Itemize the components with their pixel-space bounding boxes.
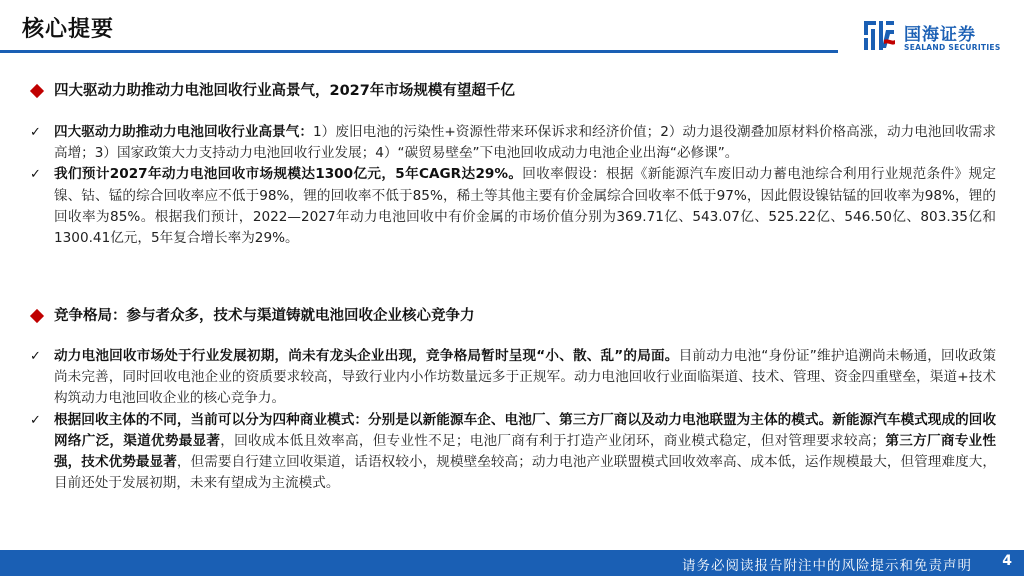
page-title: 核心提要 [22,17,115,42]
list-item [28,410,996,495]
section-1-heading [28,80,996,102]
checkmark-icon: ✓ [30,349,41,364]
item-mid-bold: 第三方厂商专业性强，技术优势最显著 [54,432,997,471]
checkmark-icon: ✓ [30,125,41,140]
item-lead: 根据回收主体的不同，当前可以分为四种商业模式：分别是以新能源车企、电池厂、第三方厂商以及动力电池联盟为主体的模式。新能源汽车模式现成的回收网络广泛，渠道优势最显著 [54,411,996,449]
item-lead: 四大驱动力助推动力电池回收行业高景气： [54,124,313,140]
company-logo [862,18,1012,58]
diamond-bullet-icon [30,84,44,98]
title-rule [0,50,838,53]
header [0,0,1024,56]
section-2-items [28,346,996,494]
section-1-items [28,122,996,249]
checkmark-icon: ✓ [30,167,41,183]
item-text: ，但需要自行建立回收渠道，话语权较小，规模壁垒较高；动力电池产业联盟模式回收效率高、成本低，运作规模最大，但管理难度大，目前还处于发展初期，未来有望成为主流模式。 [54,454,997,492]
item-text: 回收率假设：根据《新能源汽车废旧动力蓄电池综合利用行业规范条件》规定镍、钴、锰的综合回收率应不低于98%，锂的回收率不低于85%，稀土等其他主要有价金属综合回收率不低于97%，因此假设镍钴锰的回收率为98%，锂的回收率为85%。根据我们预计，2022—2027年动力电池回收中有价金属的市场价值分别为369.71亿、543.07亿、525.22亿、546.50亿、803.35亿和1300.41亿元，5年复合增长率为29%。 [54,166,996,247]
sealand-logo-icon [862,18,896,52]
diamond-bullet-icon [30,309,44,323]
disclaimer-text: 请务必阅读报告附注中的风险提示和免责声明 [682,558,972,574]
section-2-heading [28,305,996,327]
footer-bar [0,550,1024,576]
item-text: ，回收成本低且效率高，但专业性不足；电池厂商有利于打造产业闭环，商业模式稳定，但对管理要求较高； [220,432,886,449]
list-item [28,164,996,249]
section-2-heading-text: 竞争格局：参与者众多，技术与渠道铸就电池回收企业核心竞争力 [54,308,475,324]
item-lead: 我们预计2027年动力电池回收市场规模达1300亿元，5年CAGR达29%。 [54,166,523,183]
item-lead: 动力电池回收市场处于行业发展初期，尚未有龙头企业出现，竞争格局暂时呈现“小、散、乱”的局面。 [54,348,679,364]
checkmark-icon: ✓ [30,412,41,428]
list-item [28,122,996,164]
item-text: 1）废旧电池的污染性+资源性带来环保诉求和经济价值；2）动力退役潮叠加原材料价格高涨，动力电池回收需求高增；3）国家政策大力支持动力电池回收行业发展；4）“碳贸易壁垒”下电池回收成动力电池企业出海“必修课”。 [54,124,997,162]
logo-text-cn: 国海证券 [904,25,976,45]
item-text: 目前动力电池“身份证”维护追溯尚未畅通，回收政策尚未完善，同时回收电池企业的资质要求较高，导致行业内小作坊数量远多于正规军。动力电池回收行业面临渠道、技术、管理、资金四重壁垒，渠道+技术构筑动力电池回收企业的核心竞争力。 [54,348,996,407]
page-number: 4 [1002,553,1012,569]
logo-text-en: SEALAND SECURITIES [904,43,1001,52]
list-item [28,346,996,410]
section-1-heading-text: 四大驱动力助推动力电池回收行业高景气，2027年市场规模有望超千亿 [54,83,515,99]
